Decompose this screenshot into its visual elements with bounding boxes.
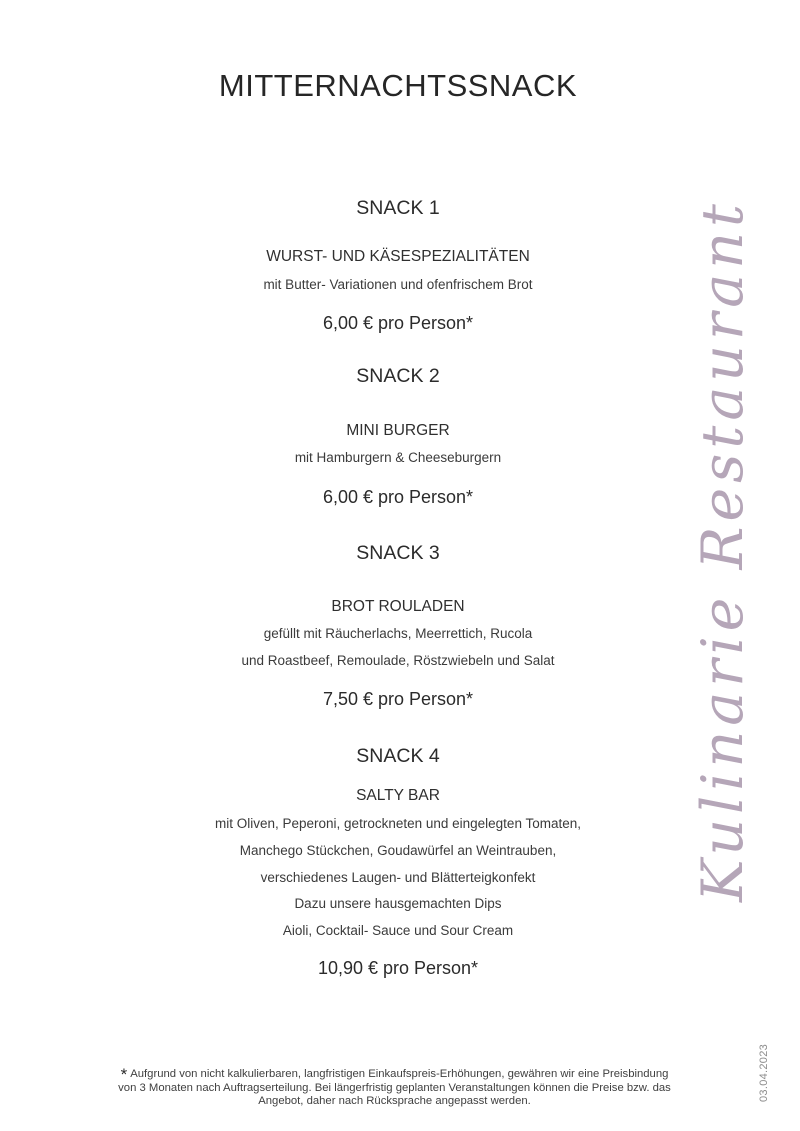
section-heading-snack-2: SNACK 2 — [356, 365, 440, 387]
section-heading-snack-1: SNACK 1 — [356, 197, 440, 219]
footnote-line-2: Preisbindung von 3 Monaten nach Auftragserteilung. Bei längerfristig geplanten Veranstaltungen — [118, 1068, 669, 1094]
price-disclaimer-footnote — [112, 1065, 677, 1109]
page-title: MITTERNACHTSSNACK — [218, 68, 578, 103]
footnote-asterisk: * — [120, 1065, 128, 1084]
item-name-snack-4: SALTY BAR — [356, 787, 440, 804]
item-price-snack-3: 7,50 € pro Person* — [322, 689, 474, 709]
item-name-snack-3: BROT ROULADEN — [331, 598, 465, 615]
item-description-line: gefüllt mit Räucherlachs, Meerrettich, Rucola — [263, 626, 533, 641]
item-name-snack-2: MINI BURGER — [346, 422, 450, 439]
item-description-line: mit Butter- Variationen und ofenfrischem Brot — [263, 277, 533, 292]
item-price-snack-2: 6,00 € pro Person* — [322, 487, 474, 507]
item-description-line: Aioli, Cocktail- Sauce und Sour Cream — [282, 923, 514, 938]
item-price-snack-4: 10,90 € pro Person* — [317, 958, 479, 978]
item-name-snack-1: WURST- UND KÄSESPEZIALITÄTEN — [266, 248, 530, 265]
item-description-line: Manchego Stückchen, Goudawürfel an Weintrauben, — [239, 843, 557, 858]
item-description-line: und Roastbeef, Remoulade, Röstzwiebeln und Salat — [241, 653, 555, 668]
date-stamp: 03.04.2023 — [758, 1043, 770, 1103]
footnote-line-3: können die Preise bzw. das Angebot, daher nach Rücksprache angepasst werden. — [258, 1081, 671, 1107]
item-description-line: mit Oliven, Peperoni, getrockneten und eingelegten Tomaten, — [215, 816, 581, 831]
footnote-line-1: Aufgrund von nicht kalkulierbaren, langfristigen Einkaufspreis-Erhöhungen, gewähren wir eine — [130, 1068, 600, 1080]
item-price-snack-1: 6,00 € pro Person* — [322, 313, 474, 333]
section-heading-snack-3: SNACK 3 — [356, 542, 440, 564]
item-description-line: Dazu unsere hausgemachten Dips — [294, 896, 502, 911]
item-description-line: verschiedenes Laugen- und Blätterteigkonfekt — [260, 870, 536, 885]
restaurant-name-watermark: Kulinarie Restaurant — [690, 199, 756, 902]
item-description-line: mit Hamburgern & Cheeseburgern — [294, 450, 502, 465]
section-heading-snack-4: SNACK 4 — [356, 745, 440, 767]
